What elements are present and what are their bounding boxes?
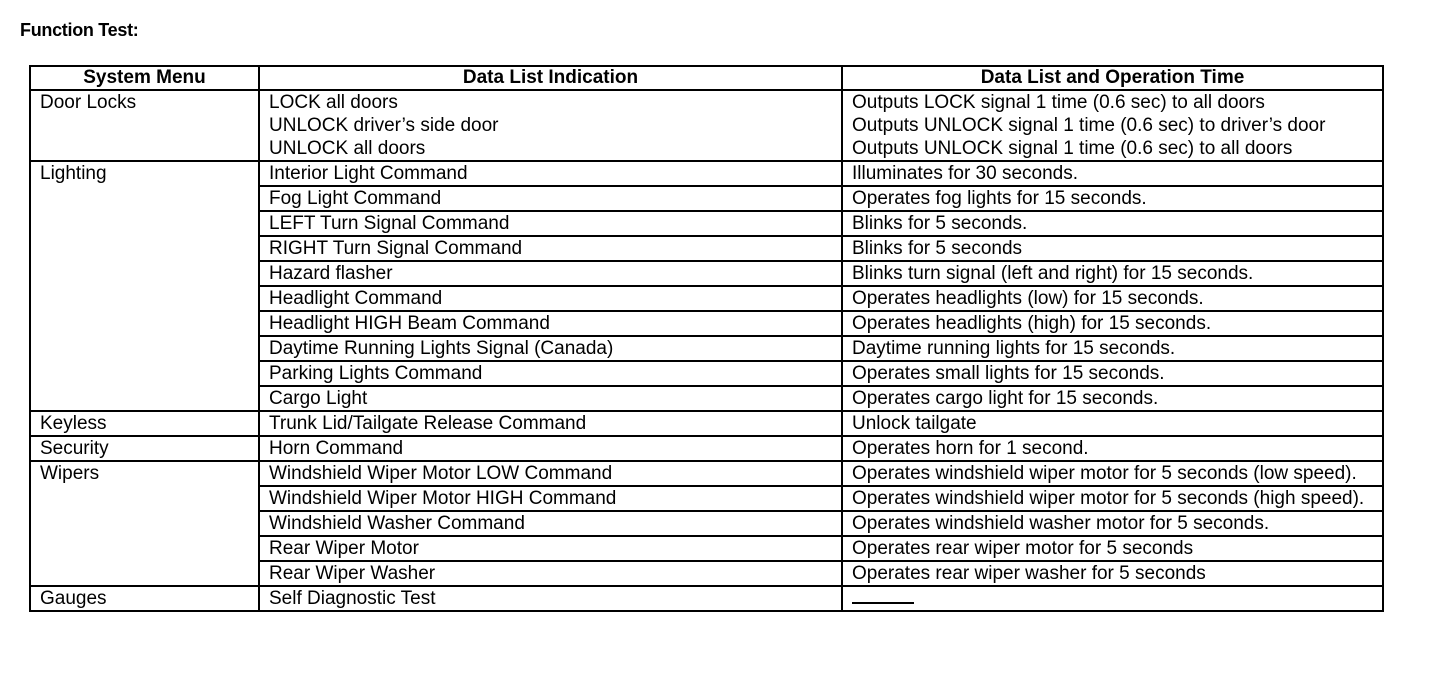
table-body: [30, 90, 1383, 611]
operation-time: Blinks for 5 seconds: [842, 236, 1383, 261]
system-menu-lighting: Lighting: [30, 161, 259, 411]
operation-time: Blinks for 5 seconds.: [842, 211, 1383, 236]
data-list-indication: Headlight HIGH Beam Command: [259, 311, 842, 336]
data-list-indication: UNLOCK all doors: [259, 137, 842, 161]
data-list-indication: Hazard flasher: [259, 261, 842, 286]
operation-time: Blinks turn signal (left and right) for 15 seconds.: [842, 261, 1383, 286]
system-menu-wipers: Wipers: [30, 461, 259, 586]
data-list-indication: RIGHT Turn Signal Command: [259, 236, 842, 261]
table-row: [30, 411, 1383, 436]
data-list-indication: LOCK all doors: [259, 90, 842, 114]
system-menu-keyless: Keyless: [30, 411, 259, 436]
operation-time: Unlock tailgate: [842, 411, 1383, 436]
data-list-indication: Windshield Wiper Motor HIGH Command: [259, 486, 842, 511]
operation-time: Outputs LOCK signal 1 time (0.6 sec) to all doors: [842, 90, 1383, 114]
operation-time: Outputs UNLOCK signal 1 time (0.6 sec) to all doors: [842, 137, 1383, 161]
data-list-indication: UNLOCK driver’s side door: [259, 114, 842, 137]
data-list-indication: Daytime Running Lights Signal (Canada): [259, 336, 842, 361]
operation-time: Operates headlights (low) for 15 seconds.: [842, 286, 1383, 311]
page-title: Function Test:: [20, 20, 139, 40]
operation-time: Operates small lights for 15 seconds.: [842, 361, 1383, 386]
data-list-indication: Cargo Light: [259, 386, 842, 411]
operation-time: Operates cargo light for 15 seconds.: [842, 386, 1383, 411]
data-list-indication: Headlight Command: [259, 286, 842, 311]
data-list-indication: LEFT Turn Signal Command: [259, 211, 842, 236]
operation-time: Operates windshield washer motor for 5 seconds.: [842, 511, 1383, 536]
function-test-table: [29, 65, 1384, 612]
operation-time: Daytime running lights for 15 seconds.: [842, 336, 1383, 361]
table-row: [30, 436, 1383, 461]
data-list-indication: Windshield Washer Command: [259, 511, 842, 536]
operation-time: Illuminates for 30 seconds.: [842, 161, 1383, 186]
operation-time: Outputs UNLOCK signal 1 time (0.6 sec) to driver’s door: [842, 114, 1383, 137]
system-menu-door-locks: Door Locks: [30, 90, 259, 161]
data-list-indication: Fog Light Command: [259, 186, 842, 211]
system-menu-gauges: Gauges: [30, 586, 259, 611]
header-data-list-operation-time: Data List and Operation Time: [842, 66, 1383, 90]
data-list-indication: Interior Light Command: [259, 161, 842, 186]
data-list-indication: Windshield Wiper Motor LOW Command: [259, 461, 842, 486]
data-list-indication: Rear Wiper Motor: [259, 536, 842, 561]
operation-time: Operates windshield wiper motor for 5 seconds (low speed).: [842, 461, 1383, 486]
operation-time: Operates fog lights for 15 seconds.: [842, 186, 1383, 211]
data-list-indication: Self Diagnostic Test: [259, 586, 842, 611]
header-row: [30, 66, 1383, 90]
blank-dash: [852, 590, 914, 604]
table-row: [30, 461, 1383, 486]
operation-time: Operates rear wiper washer for 5 seconds: [842, 561, 1383, 586]
data-list-indication: Parking Lights Command: [259, 361, 842, 386]
operation-time: Operates headlights (high) for 15 seconds.: [842, 311, 1383, 336]
data-list-indication: Horn Command: [259, 436, 842, 461]
table-header: [30, 66, 1383, 90]
table-row: [30, 90, 1383, 114]
operation-time-blank: [842, 586, 1383, 611]
header-data-list-indication: Data List Indication: [259, 66, 842, 90]
system-menu-security: Security: [30, 436, 259, 461]
header-system-menu: System Menu: [30, 66, 259, 90]
operation-time: Operates rear wiper motor for 5 seconds: [842, 536, 1383, 561]
table-row: [30, 586, 1383, 611]
table-row: [30, 161, 1383, 186]
data-list-indication: Trunk Lid/Tailgate Release Command: [259, 411, 842, 436]
data-list-indication: Rear Wiper Washer: [259, 561, 842, 586]
operation-time: Operates windshield wiper motor for 5 seconds (high speed).: [842, 486, 1383, 511]
operation-time: Operates horn for 1 second.: [842, 436, 1383, 461]
